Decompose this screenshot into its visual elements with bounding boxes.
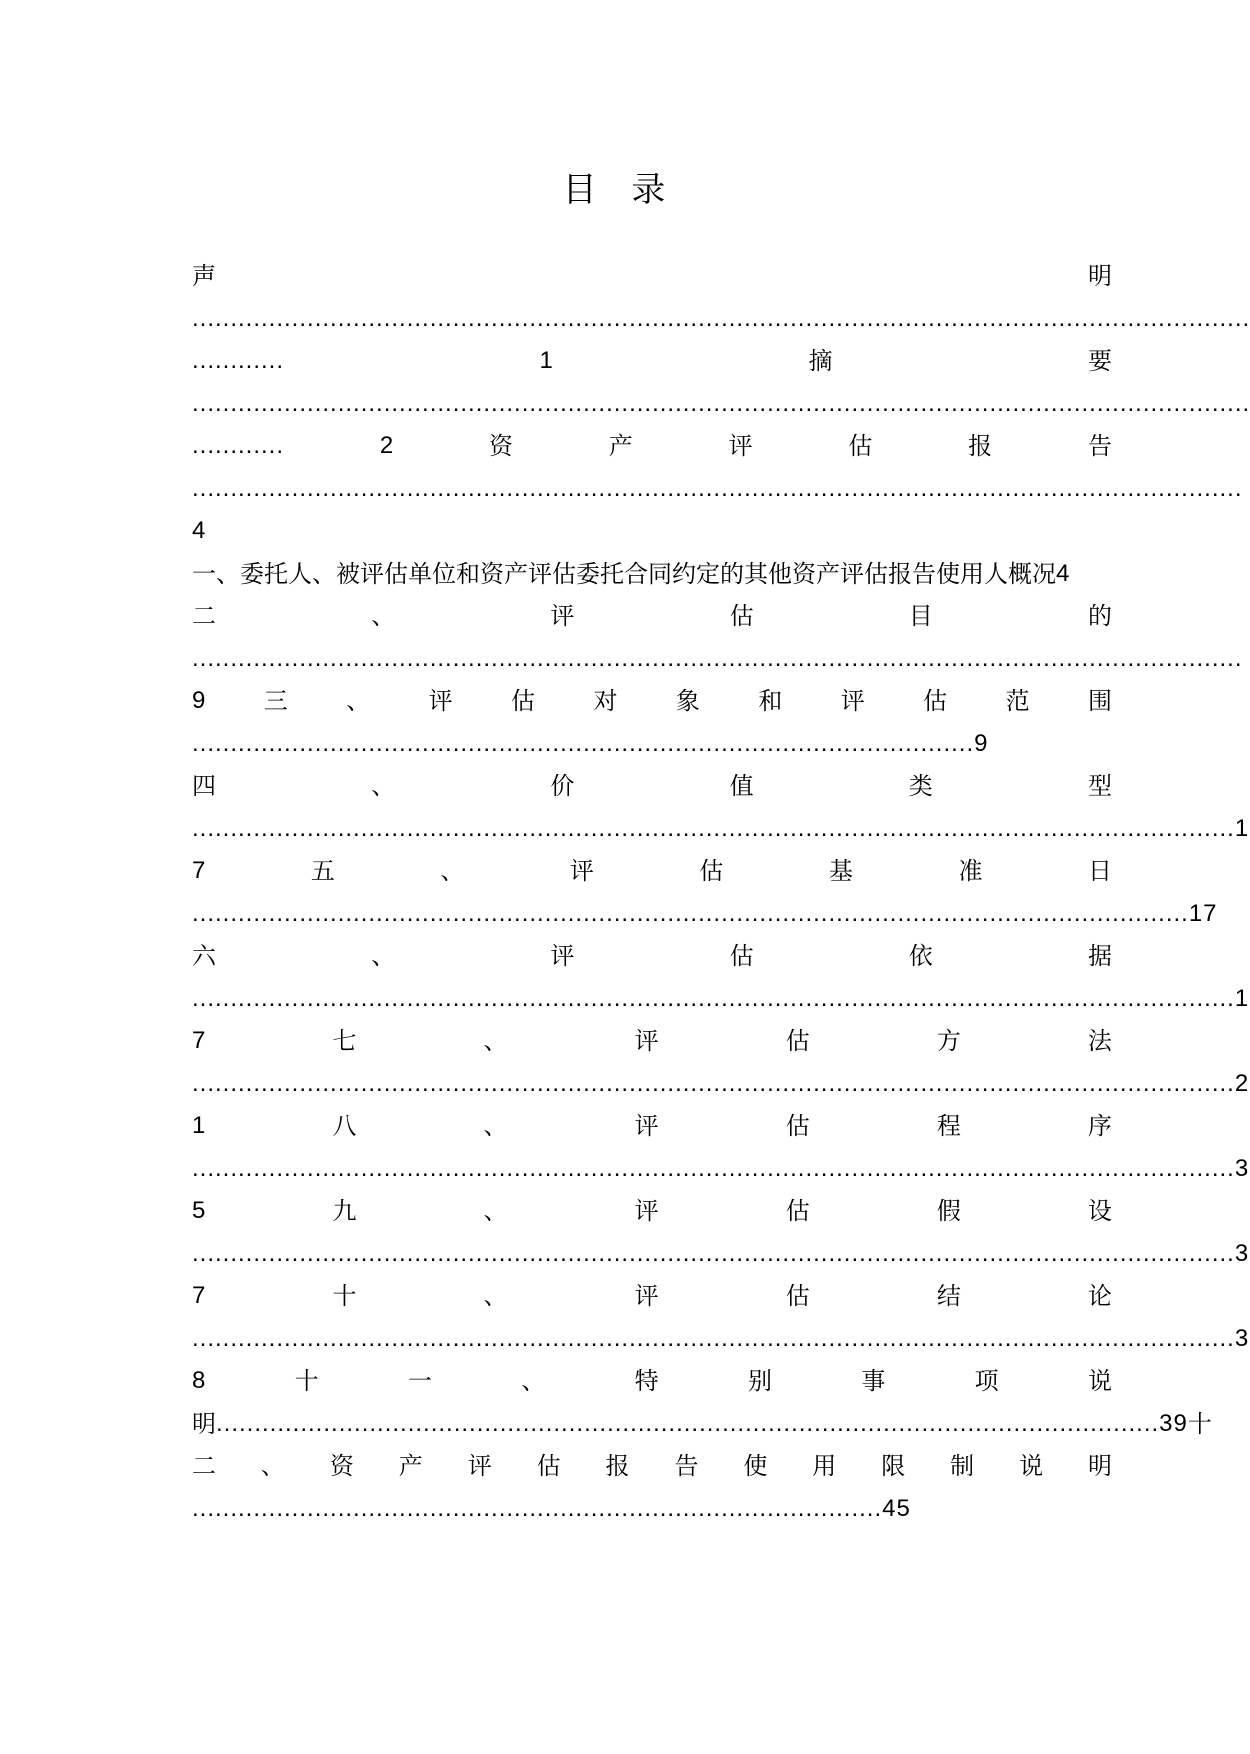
toc-line: [192, 1488, 1112, 1531]
toc-leader-dots: ......................................................................................................: [192, 729, 975, 757]
toc-text: 估: [536, 1452, 561, 1480]
toc-line: [192, 1190, 1112, 1233]
toc-text: 明: [1087, 1452, 1112, 1480]
toc-text: 资: [329, 1452, 354, 1480]
toc-text: 评: [728, 432, 753, 460]
toc-text: 评: [428, 687, 453, 715]
toc-text: 、: [346, 687, 371, 715]
toc-line: [192, 680, 1112, 723]
toc-line: [192, 1063, 1250, 1106]
toc-text: 限: [881, 1452, 906, 1480]
toc-text: 别: [748, 1367, 772, 1395]
toc-line: [192, 1020, 1112, 1063]
toc-leader-dots: ..................................................................................................................................17: [192, 899, 1218, 927]
toc-leader-dots: ........................................................................................................................................1: [192, 814, 1250, 842]
toc-leader-dots: ........................................................................................................................................3: [192, 1324, 1250, 1352]
toc-line: [192, 255, 1112, 298]
toc-text: 制: [950, 1452, 975, 1480]
toc-text: 和: [758, 687, 783, 715]
toc-text: 十: [1187, 1409, 1212, 1438]
toc-text: 、: [483, 1197, 508, 1225]
toc-text: 评: [634, 1282, 659, 1310]
toc-text: 八: [332, 1112, 357, 1140]
toc-text: 估: [699, 857, 724, 885]
toc-leader-dots: .........................................................................................................................................: [192, 644, 1243, 672]
toc-line: [192, 1105, 1112, 1148]
toc-text: 产: [398, 1452, 423, 1480]
page-title: 目 录: [562, 170, 678, 210]
toc-line: [192, 595, 1112, 638]
toc-text: 估: [848, 432, 873, 460]
toc-text: 程: [936, 1112, 961, 1140]
toc-text: 估: [511, 687, 536, 715]
toc-text: 一、委托人、被评估单位和资产评估委托合同约定的其他资产评估报告使用人概况: [192, 559, 1056, 588]
toc-line: [192, 468, 1243, 511]
toc-text: 类: [908, 772, 933, 800]
toc-line: [192, 383, 1250, 426]
toc-text: 估: [923, 687, 948, 715]
toc-leader-dots: ........................................................................................................................................3: [192, 1154, 1250, 1182]
toc-text: 序: [1087, 1112, 1112, 1140]
toc-text: 对: [593, 687, 618, 715]
toc-leader-dots: ............: [192, 347, 285, 374]
toc-text: 论: [1087, 1282, 1112, 1310]
toc-line: [192, 425, 1112, 468]
toc-text: 假: [936, 1197, 961, 1225]
toc-text: 九: [332, 1197, 357, 1225]
toc-leader-dots: ........................................................................................................................................1: [192, 984, 1250, 1012]
toc-leader-dots: .........................................................................................................................................: [192, 474, 1243, 502]
toc-text: 基: [828, 857, 853, 885]
toc-leader-dots: ..........................................................................................................................................: [192, 304, 1250, 332]
toc-text: 事: [861, 1367, 886, 1395]
toc-text: 7: [192, 857, 206, 884]
toc-text: 1: [539, 347, 553, 374]
toc-text: 用: [812, 1452, 837, 1480]
toc-line: [192, 1403, 1212, 1446]
toc-text: 价: [550, 772, 575, 800]
toc-text: 8: [192, 1367, 206, 1394]
toc-text: 特: [634, 1367, 659, 1395]
toc-line: [192, 1445, 1112, 1488]
toc-leader-dots: ..........................................................................................................................................: [192, 389, 1250, 417]
toc-text: 、: [483, 1112, 508, 1140]
toc-text: 报: [605, 1452, 630, 1480]
toc-text: 日: [1087, 857, 1112, 885]
toc-text: 报: [968, 432, 993, 460]
table-of-contents: [192, 255, 1250, 1530]
toc-text: 评: [467, 1452, 492, 1480]
toc-text: 、: [483, 1282, 508, 1310]
toc-text: 准: [958, 857, 983, 885]
toc-leader-dots: ..........................................................................................45: [192, 1494, 911, 1522]
toc-text: 值: [729, 772, 754, 800]
toc-text: 一: [408, 1367, 433, 1395]
toc-text: 产: [608, 432, 633, 460]
toc-line: [192, 1275, 1112, 1318]
toc-text: 、: [371, 942, 396, 970]
toc-text: 使: [743, 1452, 768, 1480]
toc-text: 二: [192, 602, 216, 630]
toc-text: 评: [634, 1027, 659, 1055]
toc-text: 结: [936, 1282, 961, 1310]
toc-text: 摘: [808, 347, 833, 375]
toc-text: 9: [192, 687, 206, 714]
toc-text: 四: [192, 772, 216, 800]
toc-text: 评: [634, 1197, 659, 1225]
toc-line: [192, 510, 1112, 553]
toc-text: 9: [974, 729, 988, 757]
toc-leader-dots: ........................................................................................................................................3: [192, 1239, 1250, 1267]
toc-text: 设: [1087, 1197, 1112, 1225]
toc-text: 5: [192, 1197, 206, 1224]
toc-text: 五: [310, 857, 335, 885]
toc-text: 评: [634, 1112, 659, 1140]
toc-text: 估: [729, 602, 754, 630]
toc-text: 估: [785, 1282, 810, 1310]
toc-text: 要: [1087, 347, 1112, 375]
toc-text: 7: [192, 1282, 206, 1309]
toc-leader-dots: ........................................................................................................................................2: [192, 1069, 1250, 1097]
toc-text: 7: [192, 1027, 206, 1054]
toc-text: 、: [521, 1367, 546, 1395]
toc-text: 4: [192, 517, 206, 544]
toc-text: 目: [908, 602, 933, 630]
toc-text: 六: [192, 942, 216, 970]
toc-text: 十: [332, 1282, 357, 1310]
toc-line: [192, 1360, 1112, 1403]
toc-text: 说: [1019, 1452, 1044, 1480]
toc-text: 十: [294, 1367, 319, 1395]
toc-text: 明: [192, 1409, 216, 1438]
toc-text: 估: [785, 1027, 810, 1055]
toc-text: 估: [785, 1197, 810, 1225]
toc-text: 评: [550, 942, 575, 970]
toc-line: [192, 1148, 1250, 1191]
toc-text: 象: [675, 687, 700, 715]
toc-line: [192, 553, 1112, 596]
toc-text: 法: [1087, 1027, 1112, 1055]
toc-text: 告: [1087, 432, 1112, 460]
toc-text: 据: [1087, 942, 1112, 970]
toc-line: [192, 340, 1112, 383]
toc-line: [192, 808, 1250, 851]
toc-line: [192, 298, 1250, 341]
toc-text: 声: [192, 262, 216, 290]
toc-text: 依: [908, 942, 933, 970]
toc-text: 评: [840, 687, 865, 715]
toc-text: 估: [729, 942, 754, 970]
toc-text: 项: [974, 1367, 999, 1395]
toc-line: [192, 850, 1112, 893]
toc-line: [192, 1233, 1250, 1276]
toc-text: 评: [569, 857, 594, 885]
toc-text: 的: [1087, 602, 1112, 630]
toc-text: 2: [379, 432, 394, 459]
toc-line: [192, 638, 1243, 681]
toc-text: 、: [440, 857, 465, 885]
toc-line: [192, 765, 1112, 808]
toc-text: 告: [674, 1452, 699, 1480]
toc-text: 资: [488, 432, 513, 460]
toc-text: 型: [1087, 772, 1112, 800]
toc-leader-dots: ...........................................................................................................................39: [216, 1409, 1188, 1437]
toc-text: 、: [483, 1027, 508, 1055]
toc-line: [192, 893, 1218, 936]
toc-text: 范: [1005, 687, 1030, 715]
toc-line: [192, 978, 1250, 1021]
toc-text: 说: [1087, 1367, 1112, 1395]
toc-text: 方: [936, 1027, 961, 1055]
toc-text: 评: [550, 602, 575, 630]
toc-text: 围: [1088, 687, 1112, 715]
toc-line: [192, 723, 1112, 766]
toc-text: 、: [371, 602, 396, 630]
toc-text: 明: [1088, 262, 1112, 290]
toc-text: 、: [371, 772, 396, 800]
toc-line: [192, 935, 1112, 978]
toc-text: 1: [192, 1112, 206, 1139]
toc-line: [192, 1318, 1250, 1361]
toc-text: 4: [1056, 559, 1070, 587]
toc-text: 估: [785, 1112, 810, 1140]
toc-text: 三: [263, 687, 288, 715]
toc-leader-dots: ............: [192, 432, 285, 459]
toc-text: 二: [192, 1452, 216, 1480]
toc-text: 、: [260, 1452, 285, 1480]
toc-text: 七: [332, 1027, 357, 1055]
